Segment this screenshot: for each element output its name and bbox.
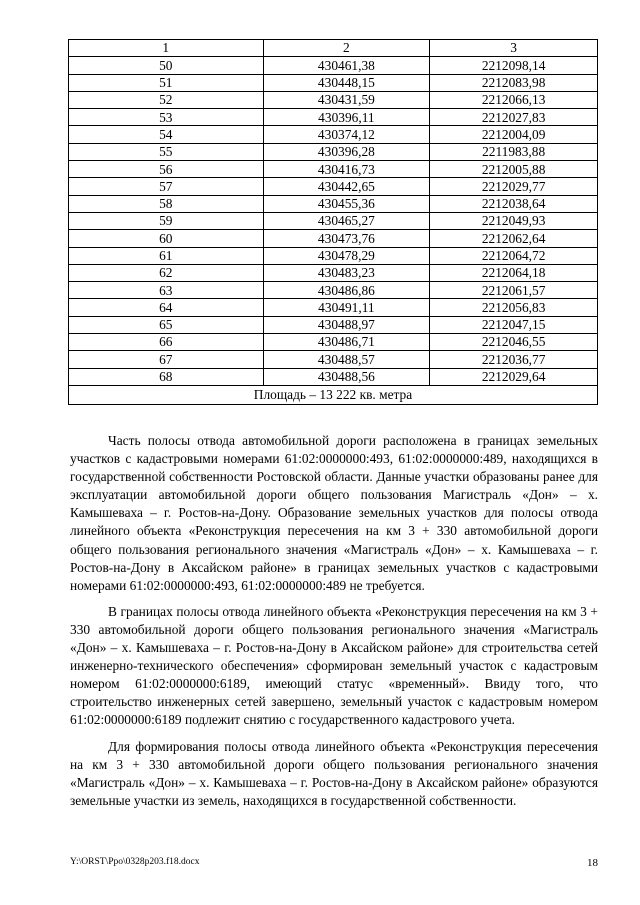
table-cell: 67	[69, 351, 264, 368]
table-cell: 2212049,93	[430, 212, 598, 229]
area-row	[69, 385, 598, 404]
table-cell: 2212004,09	[430, 126, 598, 143]
table-row	[69, 247, 598, 264]
table-cell: 2212005,88	[430, 161, 598, 178]
table-cell: 430396,28	[263, 143, 430, 160]
table-cell: 2212047,15	[430, 316, 598, 333]
table-cell: 430461,38	[263, 57, 430, 74]
table-cell: 430488,56	[263, 368, 430, 385]
table-cell: 2212066,13	[430, 91, 598, 108]
table-cell: 430488,57	[263, 351, 430, 368]
coordinates-table	[68, 39, 598, 405]
table-cell: 430483,23	[263, 264, 430, 281]
table-row	[69, 57, 598, 74]
table-cell: 2212036,77	[430, 351, 598, 368]
table-row	[69, 161, 598, 178]
table-cell: 430486,86	[263, 282, 430, 299]
table-cell: 2212064,72	[430, 247, 598, 264]
table-cell: 2212029,64	[430, 368, 598, 385]
table-cell: 2212038,64	[430, 195, 598, 212]
table-cell: 52	[69, 91, 264, 108]
table-header-cell: 1	[69, 40, 264, 57]
paragraph: Часть полосы отвода автомобильной дороги расположена в границах земельных участков с кадастровыми номерами 61:02:0000000:493, 61:02:0000000:489, находящихся в государственной собственности Ростовской области. Данные участки образованы ранее для эксплуатации автомобильной дороги общего пользования Магистраль «Дон» – х. Камышеваха – г. Ростов-на-Дону. Образование земельных участков для полосы отвода линейного объекта «Реконструкция пересечения на км 3 + 330 автомобильной дороги общего пользования регионального значения «Магистраль «Дон» – х. Камышеваха – г. Ростов-на-Дону в Аксайском районе» в границах земельных участков с кадастровыми номерами 61:02:0000000:493, 61:02:0000000:489 не требуется.	[70, 433, 598, 593]
table-cell: 56	[69, 161, 264, 178]
table-cell: 2212064,18	[430, 264, 598, 281]
table-cell: 51	[69, 74, 264, 91]
table-row	[69, 109, 598, 126]
table-cell: 430486,71	[263, 334, 430, 351]
table-cell: 63	[69, 282, 264, 299]
area-cell: Площадь – 13 222 кв. метра	[69, 385, 598, 404]
table-header-row	[69, 40, 598, 57]
table-cell: 54	[69, 126, 264, 143]
table-cell: 430465,27	[263, 212, 430, 229]
table-cell: 50	[69, 57, 264, 74]
table-cell: 62	[69, 264, 264, 281]
table-cell: 2212056,83	[430, 299, 598, 316]
table-cell: 66	[69, 334, 264, 351]
table-cell: 64	[69, 299, 264, 316]
table-row	[69, 195, 598, 212]
table-row	[69, 368, 598, 385]
table-cell: 430491,11	[263, 299, 430, 316]
page-number: 18	[587, 857, 598, 869]
table-cell: 2212027,83	[430, 109, 598, 126]
file-path: Y:\ORST\Ppo\0328p203.f18.docx	[70, 857, 200, 867]
table-row	[69, 230, 598, 247]
table-cell: 68	[69, 368, 264, 385]
table-cell: 60	[69, 230, 264, 247]
table-cell: 430488,97	[263, 316, 430, 333]
paragraph: Для формирования полосы отвода линейного объекта «Реконструкция пересечения на км 3 + 330 автомобильной дороги общего пользования регионального значения «Магистраль «Дон» – х. Камышеваха – г. Ростов-на-Дону в Аксайском районе» образуются земельные участки из земель, находящихся в государственной собственности.	[70, 738, 598, 808]
table-cell: 430374,12	[263, 126, 430, 143]
table-cell: 65	[69, 316, 264, 333]
table-cell: 55	[69, 143, 264, 160]
table-cell: 57	[69, 178, 264, 195]
table-row	[69, 351, 598, 368]
table-cell: 430448,15	[263, 74, 430, 91]
table-cell: 430478,29	[263, 247, 430, 264]
table-cell: 2212083,98	[430, 74, 598, 91]
table-cell: 2212046,55	[430, 334, 598, 351]
table-cell: 2212062,64	[430, 230, 598, 247]
table-cell: 430473,76	[263, 230, 430, 247]
table-row	[69, 212, 598, 229]
table-cell: 2212061,57	[430, 282, 598, 299]
table-cell: 430416,73	[263, 161, 430, 178]
table-row	[69, 74, 598, 91]
table-cell: 430455,36	[263, 195, 430, 212]
table-header-cell: 3	[430, 40, 598, 57]
table-cell: 2212098,14	[430, 57, 598, 74]
table-row	[69, 316, 598, 333]
table-row	[69, 334, 598, 351]
table-cell: 53	[69, 109, 264, 126]
table-row	[69, 91, 598, 108]
table-header-cell: 2	[263, 40, 430, 57]
table-cell: 430442,65	[263, 178, 430, 195]
table-cell: 2212029,77	[430, 178, 598, 195]
paragraph: В границах полосы отвода линейного объекта «Реконструкция пересечения на км 3 + 330 автомобильной дороги общего пользования регионального значения «Магистраль «Дон» – х. Камышеваха – г. Ростов-на-Дону в Аксайском районе» для строительства сетей инженерно-технического обеспечения» сформирован земельный участок с кадастровым номером 61:02:0000000:6189, имеющий статус «временный». Ввиду того, что строительство инженерных сетей завершено, земельный участок с кадастровым номером 61:02:0000000:6189 подлежит снятию с государственного кадастрового учета.	[70, 603, 598, 728]
table-cell: 59	[69, 212, 264, 229]
table-cell: 58	[69, 195, 264, 212]
table-row	[69, 299, 598, 316]
table-row	[69, 143, 598, 160]
table-row	[69, 264, 598, 281]
table-row	[69, 126, 598, 143]
table-cell: 430396,11	[263, 109, 430, 126]
table-cell: 2211983,88	[430, 143, 598, 160]
table-cell: 61	[69, 247, 264, 264]
table-cell: 430431,59	[263, 91, 430, 108]
body-text	[70, 432, 598, 818]
table-row	[69, 178, 598, 195]
table-row	[69, 282, 598, 299]
